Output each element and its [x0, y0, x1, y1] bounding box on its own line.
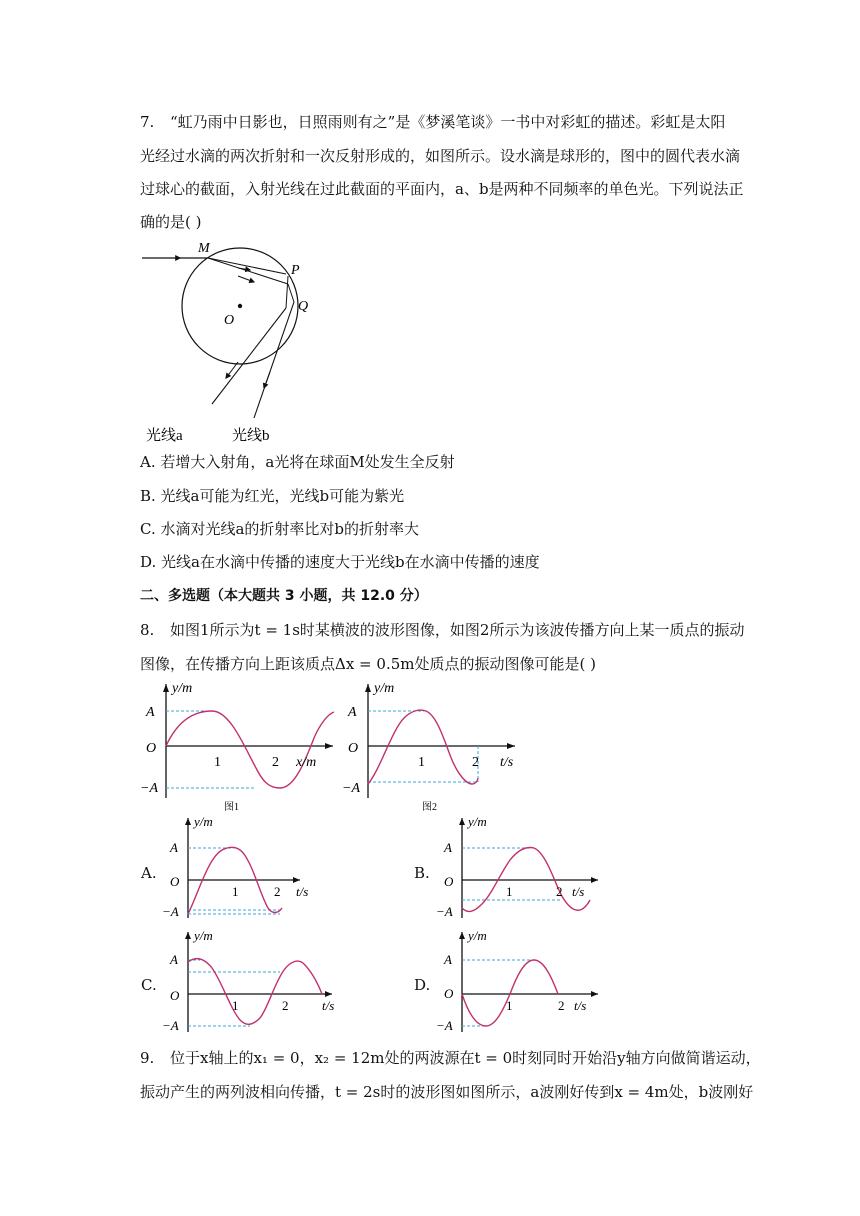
svg-text:2: 2: [558, 998, 565, 1013]
svg-text:图2: 图2: [422, 802, 437, 813]
svg-text:A: A: [170, 952, 178, 967]
svg-text:1: 1: [232, 998, 239, 1013]
svg-text:O: O: [146, 741, 157, 756]
svg-text:t/s: t/s: [572, 884, 585, 899]
q7-line-2: 光经过水滴的两次折射和一次反射形成的，如图所示。设水滴是球形的，图中的圆代表水滴: [140, 147, 741, 165]
svg-text:−A: −A: [140, 781, 158, 796]
label-ray-b: 光线b: [232, 428, 270, 444]
svg-text:y/m: y/m: [172, 681, 193, 696]
svg-text:y/m: y/m: [194, 814, 213, 829]
wave-figure-1: [138, 680, 338, 815]
svg-text:2: 2: [282, 998, 289, 1013]
svg-text:A: A: [444, 840, 452, 855]
q8-option-a-label: A.: [141, 864, 157, 882]
svg-text:y/m: y/m: [374, 681, 395, 696]
q9-line-2: 振动产生的两列波相向传播，t = 2s时的波形图如图所示，a波刚好传到x = 4m处，b波刚好: [140, 1083, 754, 1101]
svg-text:y/m: y/m: [468, 814, 487, 829]
svg-text:−A: −A: [162, 1018, 179, 1033]
svg-text:y/m: y/m: [468, 928, 487, 943]
svg-text:t/s: t/s: [322, 998, 335, 1013]
svg-text:2: 2: [556, 884, 563, 899]
section-title: 二、多选题（本大题共 3 小题，共 12.0 分）: [140, 588, 428, 604]
svg-text:A: A: [444, 952, 452, 967]
center-dot: [238, 304, 242, 308]
option-d-graph: [434, 928, 604, 1036]
q7-option-d: D. 光线a在水滴中传播的速度大于光线b在水滴中传播的速度: [140, 553, 540, 571]
svg-text:O: O: [444, 874, 454, 889]
q9-text-1: 位于x轴上的x₁ = 0，x₂ = 12m处的两波源在t = 0时刻同时开始沿y轴方向做简谐运动，: [170, 1049, 761, 1067]
q8-number: 8.: [140, 621, 155, 639]
svg-text:−A: −A: [162, 904, 179, 919]
label-O: O: [224, 313, 235, 328]
q8-option-c-label: C.: [141, 976, 157, 994]
svg-text:x/m: x/m: [296, 755, 317, 770]
q7-option-c: C. 水滴对光线a的折射率比对b的折射率大: [140, 520, 420, 538]
label-M: M: [198, 241, 210, 256]
label-ray-a: 光线a: [146, 428, 183, 444]
svg-text:A: A: [170, 840, 178, 855]
svg-text:1: 1: [506, 884, 513, 899]
svg-text:A: A: [348, 705, 357, 720]
q7-line-1: [140, 112, 725, 132]
label-Q: Q: [298, 299, 309, 314]
q8-option-b-label: B.: [414, 864, 430, 882]
q7-text-1: “虹乃雨中日影也，日照雨则有之”是《梦溪笔谈》一书中对彩虹的描述。彩虹是太阳: [170, 113, 726, 131]
option-b-graph: [434, 814, 604, 922]
q7-option-b: B. 光线a可能为红光，光线b可能为紫光: [140, 487, 405, 505]
svg-text:2: 2: [472, 755, 479, 770]
label-P: P: [291, 263, 300, 278]
svg-text:t/s: t/s: [574, 998, 587, 1013]
q7-number: 7.: [140, 113, 155, 131]
q7-option-a: A. 若增大入射角，a光将在球面M处发生全反射: [140, 453, 455, 471]
svg-text:图1: 图1: [224, 802, 239, 813]
svg-text:1: 1: [232, 884, 239, 899]
q7-line-4: 确的是( ): [140, 213, 202, 231]
q8-line-1: [140, 620, 744, 640]
svg-text:O: O: [170, 988, 180, 1003]
svg-text:1: 1: [506, 998, 513, 1013]
q8-line-2: 图像，在传播方向上距该质点Δx = 0.5m处质点的振动图像可能是( ): [140, 655, 596, 673]
q7-line-3: 过球心的截面，入射光线在过此截面的平面内，a、b是两种不同频率的单色光。下列说法正: [140, 180, 744, 198]
svg-text:O: O: [170, 874, 180, 889]
svg-text:2: 2: [274, 884, 281, 899]
svg-text:A: A: [146, 705, 155, 720]
svg-text:t/s: t/s: [500, 755, 514, 770]
svg-text:O: O: [444, 986, 454, 1001]
wave-figure-2: [340, 680, 540, 815]
svg-text:1: 1: [418, 755, 425, 770]
svg-text:t/s: t/s: [296, 884, 309, 899]
svg-text:y/m: y/m: [194, 928, 213, 943]
svg-text:−A: −A: [342, 781, 360, 796]
wave-curve-1: [166, 711, 334, 788]
svg-text:−A: −A: [436, 904, 453, 919]
svg-text:−A: −A: [436, 1018, 453, 1033]
q8-option-d-label: D.: [414, 976, 431, 994]
q8-text-1: 如图1所示为t = 1s时某横波的波形图像，如图2所示为该波传播方向上某一质点的振动: [170, 621, 745, 639]
option-c-graph: [160, 928, 340, 1036]
q9-number: 9.: [140, 1049, 155, 1067]
option-a-graph: [160, 814, 320, 922]
svg-text:1: 1: [214, 755, 221, 770]
raindrop-figure: [138, 238, 338, 448]
q9-line-1: [140, 1048, 761, 1068]
svg-text:2: 2: [272, 755, 279, 770]
svg-text:O: O: [348, 741, 359, 756]
wave-curve-2: [368, 710, 478, 784]
